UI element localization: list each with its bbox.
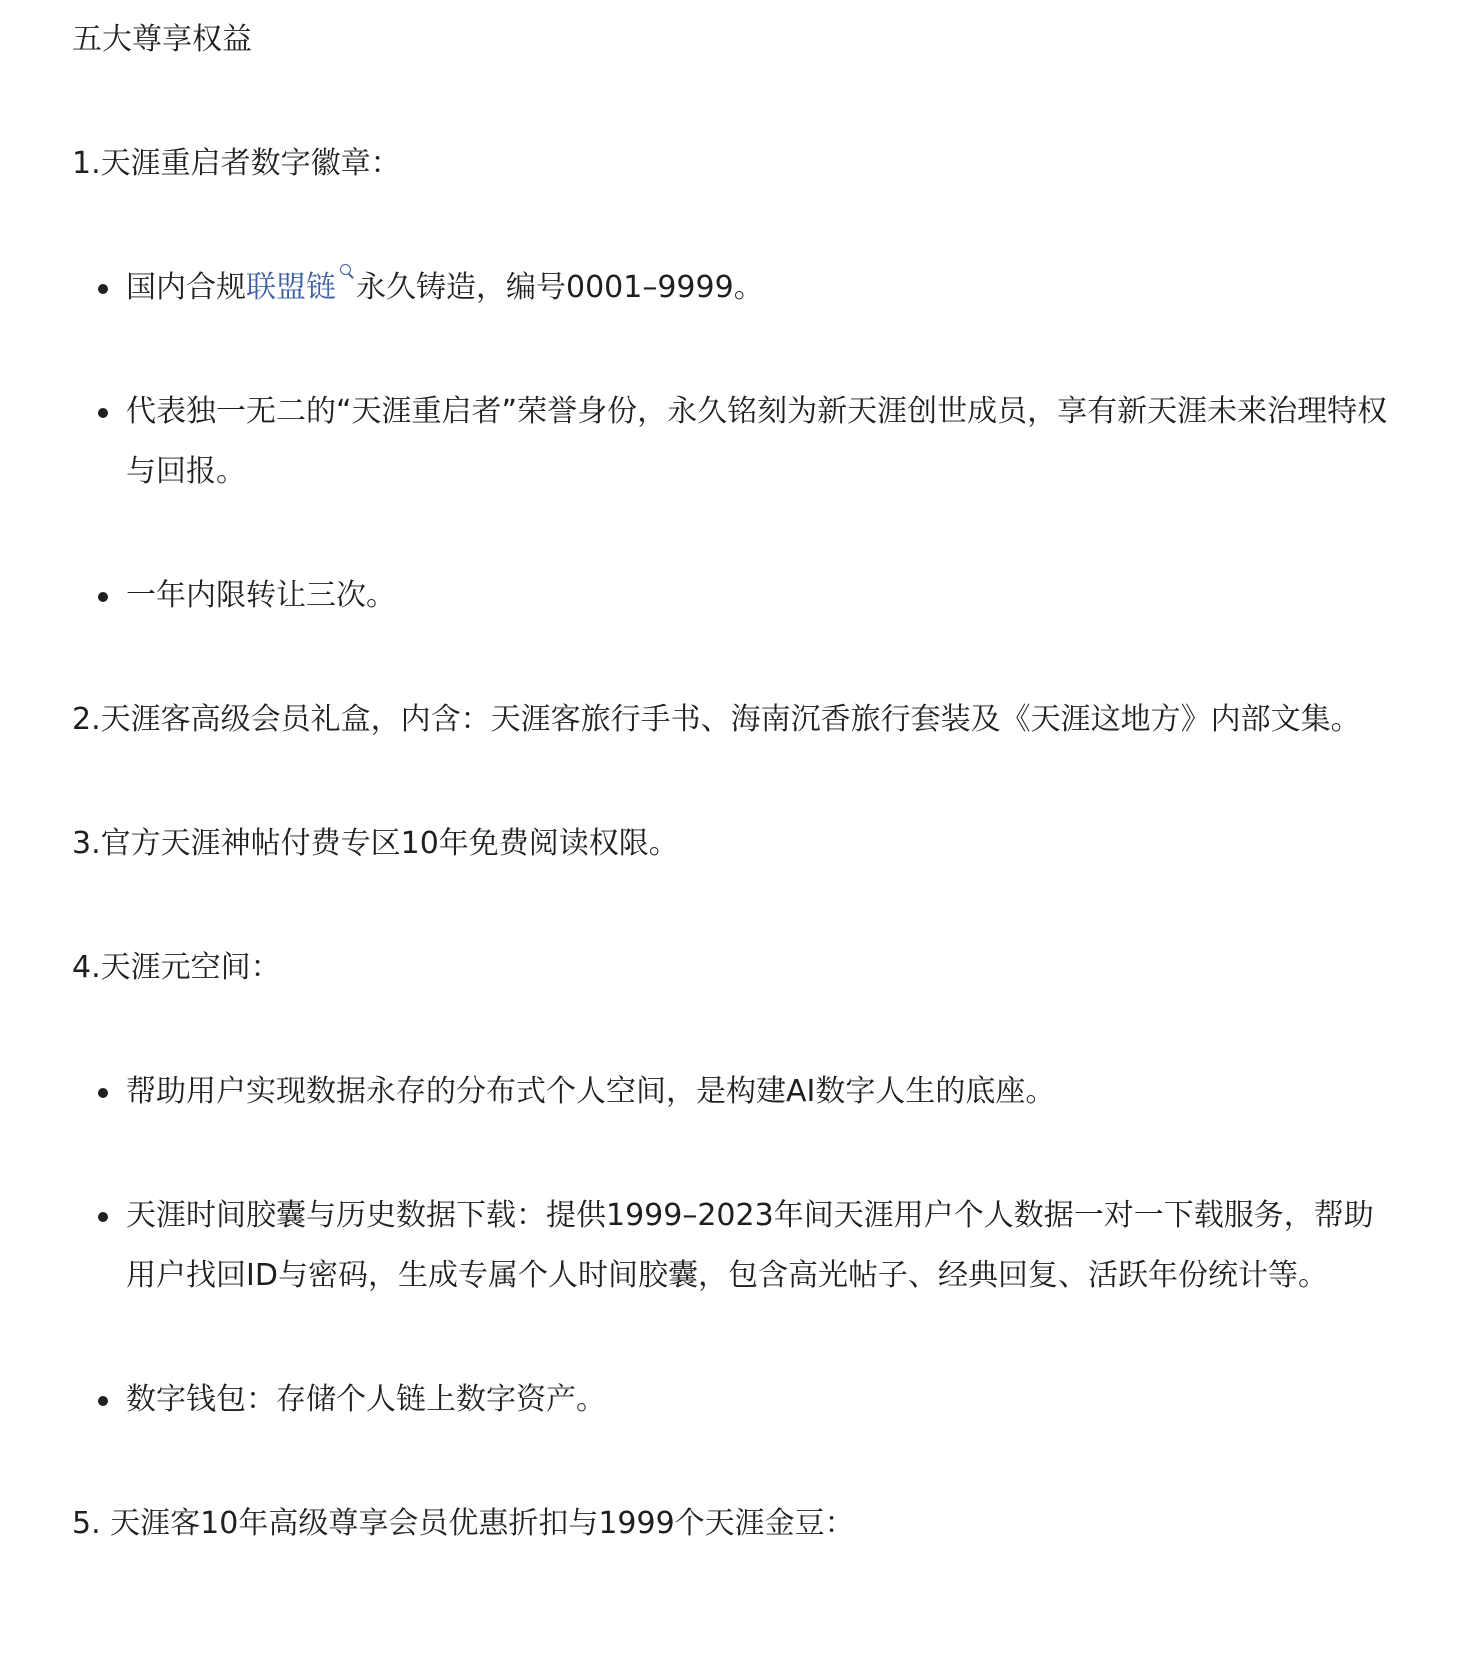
- alliance-chain-link[interactable]: 联盟链: [246, 270, 336, 305]
- list-item-text: 代表独一无二的“天涯重启者”荣誉身份，永久铭刻为新天涯创世成员，享有新天涯未来治理特权与回报。: [126, 394, 1388, 489]
- section-5-heading: 5. 天涯客10年高级尊享会员优惠折扣与1999个天涯金豆：: [72, 1506, 855, 1541]
- list-item: [72, 258, 1402, 318]
- section-2-paragraph: 2.天涯客高级会员礼盒，内含：天涯客旅行手书、海南沉香旅行套装及《天涯这地方》内部文集。: [72, 702, 1361, 737]
- list-item-text: 数字钱包：存储个人链上数字资产。: [126, 1382, 606, 1417]
- list-item: [72, 1370, 1402, 1430]
- list-item: [72, 566, 1402, 626]
- list-item: [72, 1062, 1402, 1122]
- section-4-heading: 4.天涯元空间：: [72, 950, 281, 985]
- list-item: [72, 1186, 1402, 1306]
- section-1-list: [72, 258, 1402, 626]
- list-item-text: 一年内限转让三次。: [126, 578, 396, 613]
- bullet-dot: [98, 1088, 108, 1098]
- list-item-text-after: 永久铸造，编号0001–9999。: [356, 270, 764, 305]
- list-item: [72, 382, 1402, 502]
- bullet-dot: [98, 408, 108, 418]
- article-body: [72, 10, 1402, 1618]
- bullet-dot: [98, 1212, 108, 1222]
- list-item-text: 天涯时间胶囊与历史数据下载：提供1999–2023年间天涯用户个人数据一对一下载服务，帮助用户找回ID与密码，生成专属个人时间胶囊，包含高光帖子、经典回复、活跃年份统计等。: [126, 1198, 1374, 1293]
- list-item-text-before: 国内合规: [126, 270, 246, 305]
- section-4-list: [72, 1062, 1402, 1430]
- search-icon[interactable]: [338, 258, 356, 288]
- bullet-dot: [98, 592, 108, 602]
- page-title: 五大尊享权益: [72, 22, 252, 57]
- bullet-dot: [98, 1396, 108, 1406]
- section-1-heading: 1.天涯重启者数字徽章：: [72, 146, 401, 181]
- list-item-text: 帮助用户实现数据永存的分布式个人空间，是构建AI数字人生的底座。: [126, 1074, 1056, 1109]
- section-3-paragraph: 3.官方天涯神帖付费专区10年免费阅读权限。: [72, 826, 679, 861]
- bullet-dot: [98, 284, 108, 294]
